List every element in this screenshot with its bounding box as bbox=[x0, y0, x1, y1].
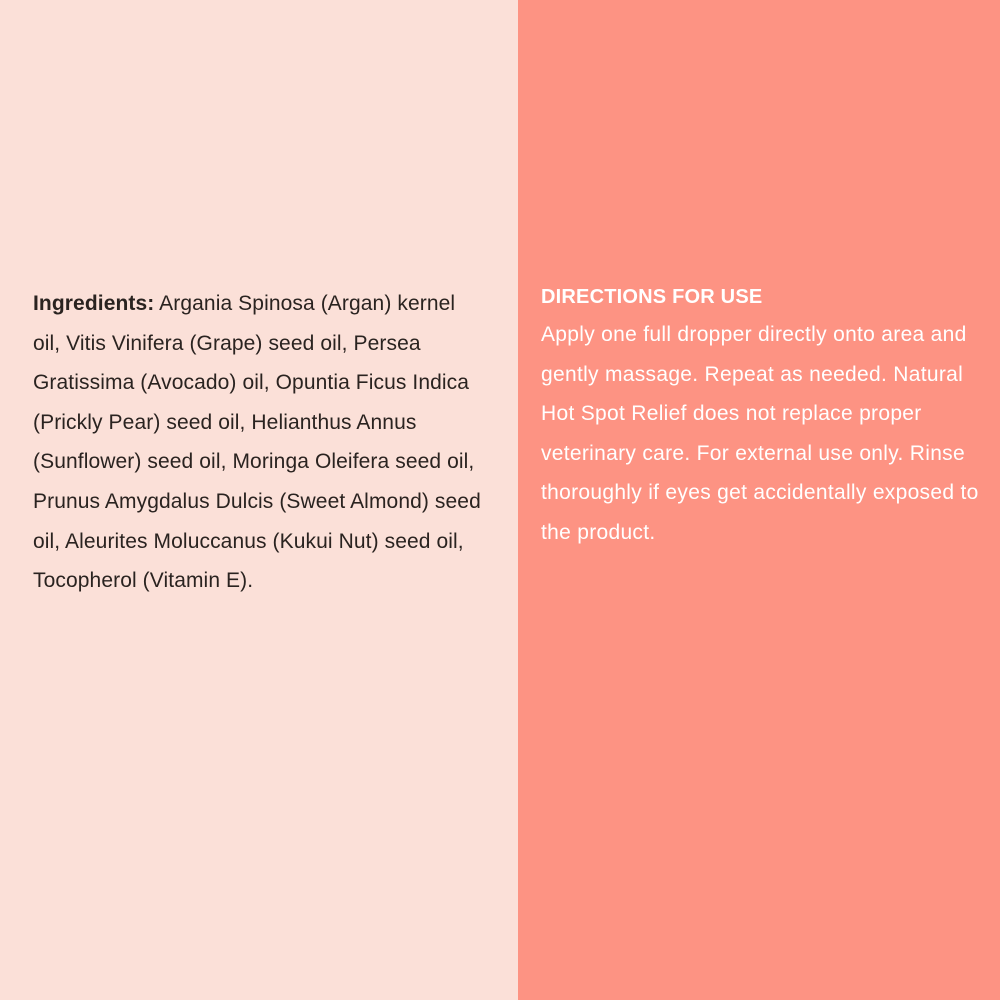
directions-section bbox=[541, 282, 996, 553]
directions-panel bbox=[518, 0, 1000, 1000]
ingredients-paragraph bbox=[33, 284, 483, 601]
directions-text: Apply one full dropper directly onto area and gently massage. Repeat as needed. Natural Hot Spot Relief does not replace proper veterinary care. For external use only. Rinse thoroughly if eyes get accidentally exposed to the product. bbox=[541, 323, 979, 544]
ingredients-label: Ingredients: bbox=[33, 292, 155, 315]
ingredients-list-text: Argania Spinosa (Argan) kernel oil, Vitis Vinifera (Grape) seed oil, Persea Gratissima (Avocado) oil, Opuntia Ficus Indica (Prickly Pear) seed oil, Helianthus Annus (Sunflower) seed oil, Moringa Oleifera seed oil, Prunus Amygdalus Dulcis (Sweet Almond) seed oil, Aleurites Moluccanus (Kukui Nut) seed oil, Tocopherol (Vitamin E). bbox=[33, 292, 481, 593]
directions-title: DIRECTIONS FOR USE bbox=[541, 286, 763, 308]
